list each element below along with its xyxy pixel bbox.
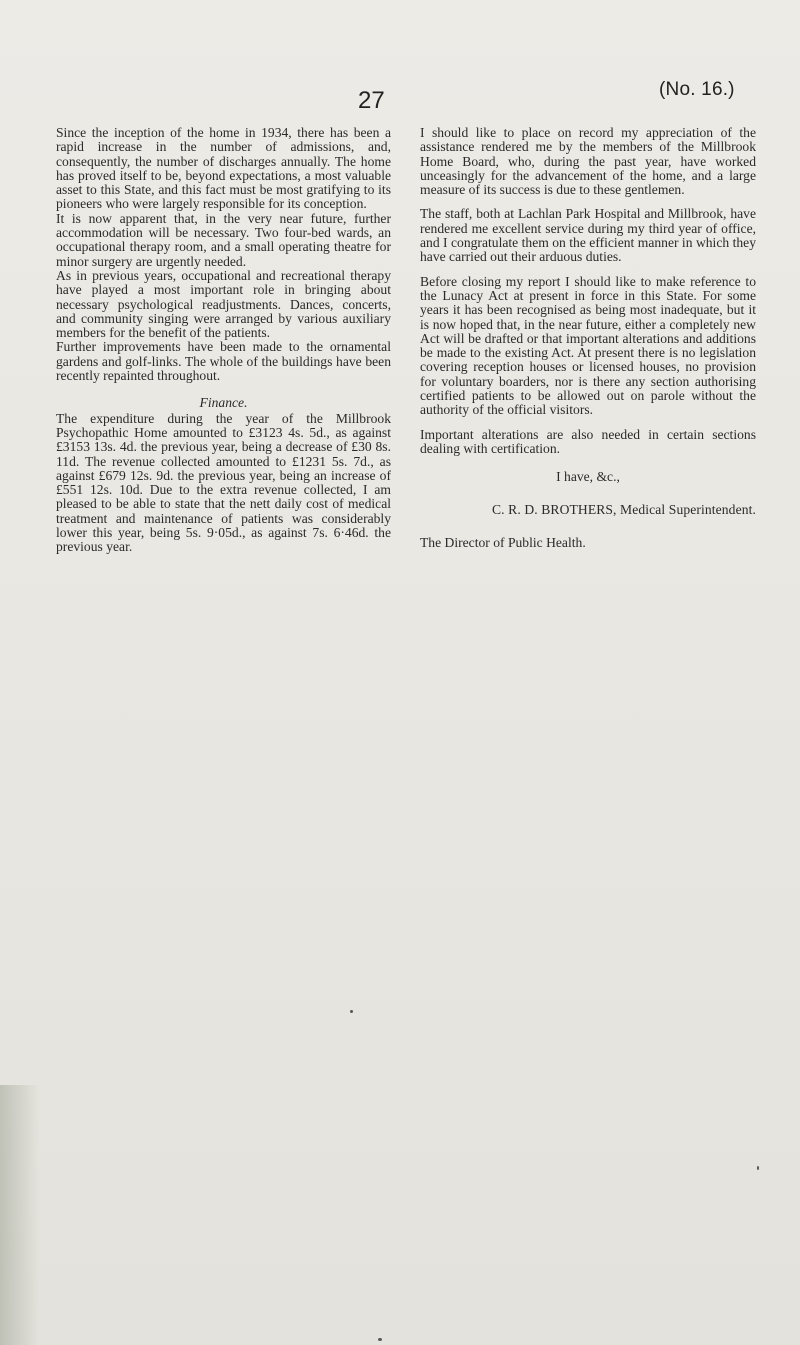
signature: C. R. D. BROTHERS, Medical Superintendent.: [492, 501, 756, 517]
paper-shadow: [0, 1085, 40, 1345]
document-number: (No. 16.): [659, 79, 735, 100]
closing-salutation: I have, &c.,: [556, 469, 620, 485]
paragraph-accommodation: It is now apparent that, in the very near future, further accommodation will be necessary. Two four-bed wards, an occupational therapy room, and a small operating theatre for minor surgery are urgently needed.: [56, 210, 391, 269]
paragraph-therapy: As in previous years, occupational and recreational therapy have played a most important role in bringing about necessary psychological readjustments. Dances, concerts, and community singing were arranged by various auxiliary members for the benefit of the patients.: [56, 267, 391, 341]
paragraph-lunacy-act: Before closing my report I should like to make reference to the Lunacy Act at present in force in this State. For some years it has been recognised as being most inadequate, but it is now hoped that, in the near future, either a completely new Act will be drafted or that important alterations and additions be made to the existing Act. At present there is no legislation covering reception houses or licensed houses, no provision for voluntary boarders, nor is there any section authorising certified patients to be allowed out on parole without the authority of the official visitors.: [420, 273, 756, 418]
paragraph-staff: The staff, both at Lachlan Park Hospital and Millbrook, have rendered me excellent service during my third year of office, and I congratulate them on the efficient manner in which they have carried out their arduous duties.: [420, 206, 756, 265]
paragraph-inception: Since the inception of the home in 1934, there has been a rapid increase in the number of admissions, and, consequently, the number of discharges annually. The home has proved itself to be, beyond expectations, a most valuable asset to this State, and this fact must be most gratifying to its pioneers who were largely responsible for its conception.: [56, 125, 391, 212]
page-number: 27: [358, 87, 385, 114]
paragraph-appreciation: I should like to place on record my appreciation of the assistance rendered me by the members of the Millbrook Home Board, who, during the past year, have worked unceasingly for the advancement of the home, and a large measure of its success is due to these gentlemen.: [420, 125, 756, 198]
paragraph-finance: The expenditure during the year of the Millbrook Psychopathic Home amounted to £3123 4s. 5d., as against £3153 13s. 4d. the previous year, being a decrease of £30 8s. 11d. The revenue collected amounted to £1231 5s. 7d., as against £679 12s. 9d. the previous year, being an increase of £551 12s. 10d. Due to the extra revenue collected, I am pleased to be able to state that the nett daily cost of medical treatment and maintenance of patients was considerably lower this year, being 5s. 9·05d., as against 7s. 6·46d. the previous year.: [56, 410, 391, 555]
paper-speck: [378, 1338, 382, 1341]
right-column: [420, 126, 756, 550]
left-column: [56, 126, 391, 555]
addressee: The Director of Public Health.: [420, 534, 586, 550]
finance-heading: Finance.: [199, 395, 248, 411]
paper-speck: [350, 1010, 353, 1013]
paragraph-certification: Important alterations are also needed in certain sections dealing with certification.: [420, 426, 756, 456]
paragraph-improvements: Further improvements have been made to the ornamental gardens and golf-links. The whole of the buildings have been recently repainted throughout.: [56, 339, 391, 384]
paper-speck: [757, 1166, 759, 1170]
